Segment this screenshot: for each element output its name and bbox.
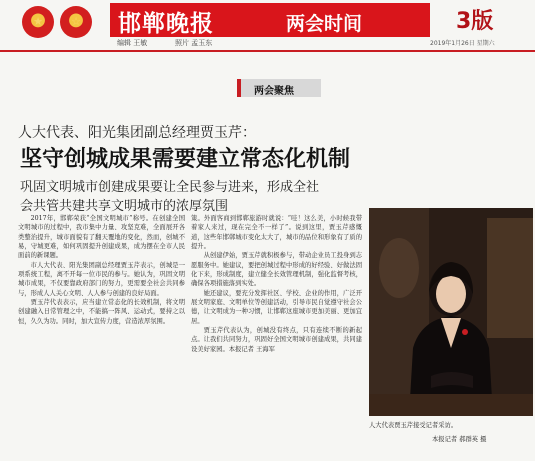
title-bar xyxy=(110,3,430,37)
issue-date: 2019年1月26日 星期六 xyxy=(430,40,495,47)
column-tag-label: 两会聚焦 xyxy=(254,86,294,97)
article-body-column-2 xyxy=(191,214,362,456)
subhead-line: 巩固文明城市创建成果要让全民参与进来，形成全社 xyxy=(20,180,320,195)
body-paragraph: 贾玉芹代表认为，创城没有终点，只有连续不断的新起点。让我们共同努力，巩固好全国文明城市创建成果，共同建设美好家园。本报记者 王海军 xyxy=(191,327,362,353)
article-subhead xyxy=(20,178,319,216)
cppcc-emblem-icon: ☆ xyxy=(60,6,92,38)
masthead-rule xyxy=(0,50,535,52)
delegate-photo-illustration xyxy=(369,208,533,416)
national-emblem-icon: ★ xyxy=(22,6,54,38)
paper-name: 邯郸晚报 xyxy=(118,10,214,37)
article-body-column-1 xyxy=(18,214,185,456)
article-kicker: 人大代表、阳光集团副总经理贾玉芹： xyxy=(18,125,256,141)
photo-credit: 本报记者 郝群英 摄 xyxy=(432,436,487,443)
body-paragraph: 市人大代表、阳光集团副总经理贾玉芹表示，创城是一项系统工程，离不开每一位市民的参与。她认为，巩固文明城市成果，不仅要靠政府部门的努力，更需要全社会共同参与，形成人人关心文明、人人参与创建的良好局面。 xyxy=(18,261,185,297)
delegate-photo xyxy=(369,208,533,416)
body-paragraph: 策。外面客商到邯郸旅游时就说：“哇！这么美，小时候我带着家人来过，现在完全不一样了”。说到这里，贾玉芹感慨道，这些年邯郸城市变化太大了，城市的品位和形象有了质的提升。 xyxy=(191,215,362,251)
article-headline: 坚守创城成果需要建立常态化机制 xyxy=(20,147,351,172)
body-paragraph: 她还建议，要充分发挥社区、学校、企业的作用，广泛开展文明家庭、文明单位等创建活动，引导市民自觉遵守社会公德，让文明成为一种习惯，让邯郸这座城市更加美丽、更加宜居。 xyxy=(191,289,362,325)
column-tag xyxy=(237,79,321,97)
section-name: 两会时间 xyxy=(286,13,363,35)
page-number: 3版 xyxy=(456,9,494,34)
body-paragraph: 贾玉芹代表表示，应当建立常态化的长效机制，将文明创建融入日常管理之中，不能搞一阵风、运动式，要持之以恒，久久为功。同时，加大宣传力度，营造浓厚氛围。 xyxy=(18,299,185,325)
photo-caption: 人大代表贾玉芹接受记者采访。 xyxy=(369,422,458,429)
masthead xyxy=(0,0,535,52)
editor-credit: 编辑 王敏 xyxy=(117,39,148,47)
body-paragraph: 2017年，邯郸荣获“全国文明城市”称号。在创建全国文明城市的过程中，我市集中力量、攻坚克难，全面展开各类整治提升，城市面貌有了翻天覆地的变化，然而，创城不易，守城更难，如何巩固提升创建成果，成为摆在全市人民面前的新课题。 xyxy=(18,215,185,260)
subhead-line: 会共管共建共享文明城市的浓厚氛围 xyxy=(20,199,229,214)
body-paragraph: 从创建伊始，贾玉芹就积极参与，带动企业员工投身到志愿服务中。她建议，要把创城过程中形成的好经验、好做法固化下来，形成制度，建立健全长效管理机制，强化监督考核，确保各项措施落到实处。 xyxy=(191,252,362,288)
proofreader-credit: 照片 孟玉东 xyxy=(175,39,213,47)
